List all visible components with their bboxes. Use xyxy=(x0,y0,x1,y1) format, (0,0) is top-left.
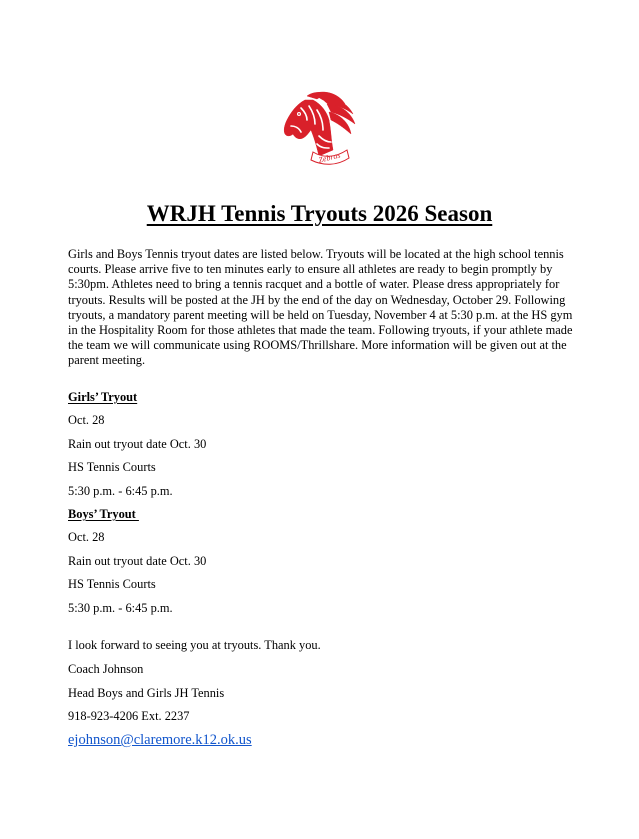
girls-rain-out-date: Rain out tryout date Oct. 30 xyxy=(68,437,207,451)
boys-tryout-heading: Boys’ Tryout xyxy=(68,507,139,521)
page-title: WRJH Tennis Tryouts 2026 Season xyxy=(146,201,493,226)
intro-paragraph: Girls and Boys Tennis tryout dates are listed below. Tryouts will be located at the high school tennis courts. Please arrive five to ten minutes early to ensure all athletes are ready to begin promptly by 5:30pm. Athletes need to bring a tennis racquet and a bottle of water. Please dress appropriately for tryouts. Results will be posted at the JH by the end of the day on Wednesday, October 29. Following tryouts, a mandatory parent meeting will be held on Tuesday, November 4 at 5:30 p.m. at the HS gym in the Hospitality Room for those athletes that made the team. Following tryouts, if your athlete made the team we will communicate using ROOMS/Thrillshare. More information will be given out at the parent meeting. xyxy=(68,247,573,368)
coach-role: Head Boys and Girls JH Tennis xyxy=(68,686,225,700)
girls-tryout-time: 5:30 p.m. - 6:45 p.m. xyxy=(68,484,173,498)
girls-tryout-date: Oct. 28 xyxy=(68,413,105,427)
boys-tryout-location: HS Tennis Courts xyxy=(68,577,156,591)
coach-phone: 918-923-4206 Ext. 2237 xyxy=(68,709,190,723)
zebra-mascot-icon xyxy=(277,90,359,168)
coach-name: Coach Johnson xyxy=(68,662,144,676)
boys-tryout-date: Oct. 28 xyxy=(68,530,105,544)
boys-rain-out-date: Rain out tryout date Oct. 30 xyxy=(68,554,207,568)
boys-tryout-time: 5:30 p.m. - 6:45 p.m. xyxy=(68,601,173,615)
girls-tryout-heading: Girls’ Tryout xyxy=(68,390,138,404)
girls-tryout-location: HS Tennis Courts xyxy=(68,460,156,474)
closing-message: I look forward to seeing you at tryouts. Thank you. xyxy=(68,638,321,652)
coach-email-link[interactable]: ejohnson@claremore.k12.ok.us xyxy=(68,732,252,748)
logo-text: Zebras xyxy=(317,150,342,165)
